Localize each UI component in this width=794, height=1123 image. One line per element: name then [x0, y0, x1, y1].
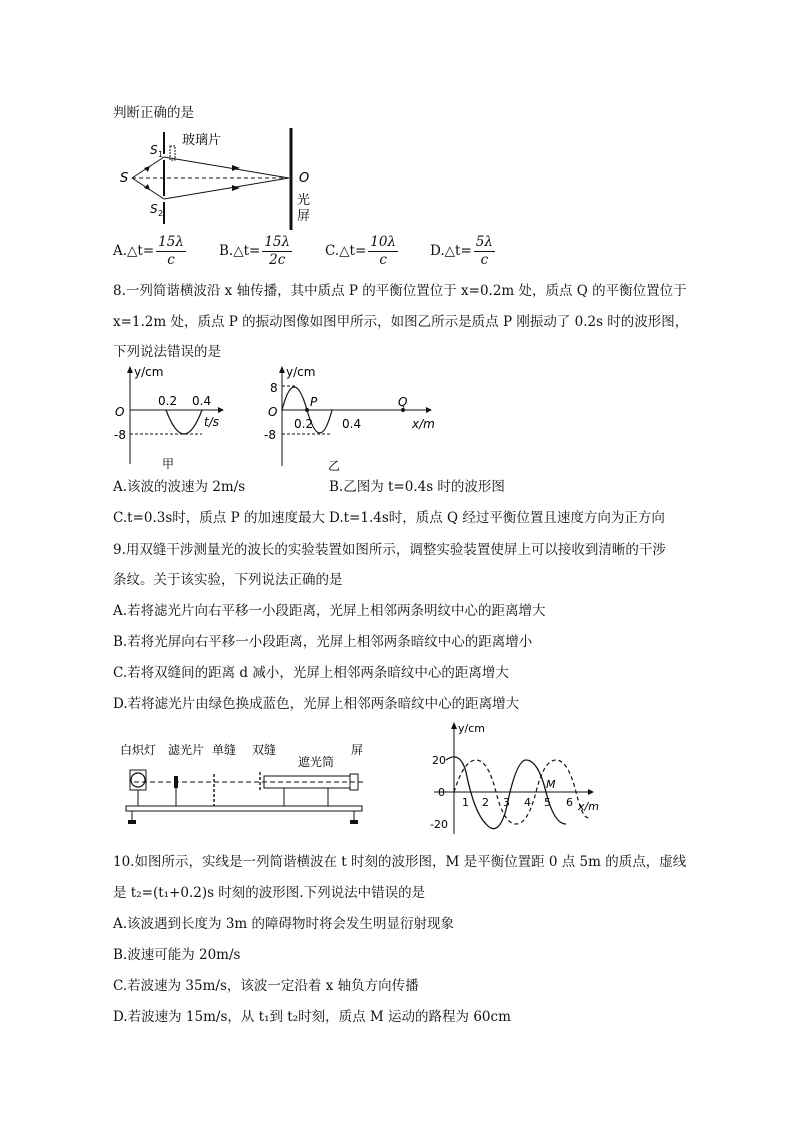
q8-option-c: C.t=0.3s时，质点 P 的加速度最大 [113, 510, 325, 526]
jia-xlabel: t/s [204, 415, 219, 429]
wave-tick-3: 3 [503, 796, 510, 809]
apparatus-single: 单缝 [212, 743, 237, 757]
yi-tick1: 0.2 [294, 417, 314, 431]
wave-xlabel: x/m [578, 800, 599, 813]
yi-caption: 乙 [328, 459, 341, 473]
q7-label-s2-sub: 2 [158, 209, 164, 218]
jia-origin: O [115, 405, 125, 419]
q10-option-d: D.若波速为 15m/s，从 t₁到 t₂时刻，质点 M 运动的路程为 60cm [113, 1009, 511, 1025]
q9-apparatus-diagram [118, 738, 380, 830]
yi-xlabel: x/m [412, 417, 435, 431]
q7-label-screen1: 光 [297, 193, 311, 208]
q10-stem-line1: 10.如图所示，实线是一列简谐横波在 t 时刻的波形图，M 是平衡位置距 0 点 5m 的质点，虚线 [113, 854, 687, 870]
q7-option-c: C.△t= $\frac{10\lambda}{c}$ [325, 234, 396, 268]
q8-option-d: D.t=1.4s时，质点 Q 经过平衡位置且速度方向为正方向 [329, 510, 665, 526]
q7-label-glass: 玻璃片 [182, 133, 222, 148]
q8-option-a: A.该波的波速为 2m/s [113, 479, 246, 495]
q8-stem-line1: 8.一列简谐横波沿 x 轴传播，其中质点 P 的平衡位置位于 x=0.2m 处，质点 Q 的平衡位置位于 [113, 283, 687, 299]
q7-label-s1: S [150, 143, 158, 157]
yi-neg: -8 [264, 428, 276, 442]
q7-option-d: D.△t= $\frac{5\lambda}{c}$ [430, 234, 493, 268]
yi-p: P [310, 395, 318, 409]
wave-tick-2: 2 [482, 796, 489, 809]
q9-option-a: A.若将滤光片向右平移一小段距离，光屏上相邻两条明纹中心的距离增大 [113, 603, 546, 619]
wave-m: M [546, 778, 556, 791]
apparatus-screen: 屏 [351, 743, 364, 757]
q7-tail-text: 判断正确的是 [113, 105, 194, 121]
q10-stem-line2: 是 t₂=(t₁+0.2)s 时刻的波形图.下列说法中错误的是 [113, 885, 426, 901]
q7-label-o: O [299, 171, 310, 186]
q8-figure-yi [262, 364, 442, 474]
wave-tick-6: 6 [566, 796, 573, 809]
q10-option-a: A.该波遇到长度为 3m 的障碍物时将会发生明显衍射现象 [113, 916, 455, 932]
jia-tick2: 0.4 [192, 394, 212, 408]
wave-ylabel: y/cm [458, 722, 485, 735]
apparatus-double: 双缝 [252, 743, 277, 757]
yi-pos: 8 [270, 381, 278, 395]
q7-label-s2: S [150, 202, 158, 216]
q7-option-b: B.△t= $\frac{15\lambda}{2c}$ [219, 234, 291, 268]
wave-pos: 20 [432, 754, 446, 767]
q7-interference-diagram [112, 124, 312, 232]
wave-tick-4: 4 [524, 796, 531, 809]
q8-stem-line2: x=1.2m 处，质点 P 的振动图像如图甲所示，如图乙所示是质点 P 刚振动了 0.2s 时的波形图， [113, 314, 689, 330]
apparatus-tube: 遮光筒 [298, 755, 335, 769]
q9-option-d: D.若将滤光片由绿色换成蓝色，光屏上相邻两条暗纹中心的距离增大 [113, 696, 520, 712]
jia-caption: 甲 [162, 457, 175, 471]
q9-stem-line1: 9.用双缝干涉测量光的波长的实验装置如图所示，调整实验装置使屏上可以接收到清晰的干涉 [113, 542, 666, 558]
q7-label-s: S [120, 171, 129, 186]
jia-neg: -8 [114, 428, 126, 442]
q10-option-c: C.若波速为 35m/s，该波一定沿着 x 轴负方向传播 [113, 978, 419, 994]
q8-figure-jia [112, 364, 232, 474]
wave-origin: 0 [438, 786, 445, 799]
q10-option-b: B.波速可能为 20m/s [113, 947, 241, 963]
yi-origin: O [268, 405, 278, 419]
wave-tick-1: 1 [462, 796, 469, 809]
q9-stem-line2: 条纹。关于该实验，下列说法正确的是 [113, 572, 343, 588]
apparatus-lamp: 白炽灯 [120, 743, 157, 757]
q7-label-screen2: 屏 [297, 209, 311, 224]
q8-stem-line3: 下列说法错误的是 [113, 344, 221, 360]
q9-option-c: C.若将双缝间的距离 d 减小，光屏上相邻两条暗纹中心的距离增大 [113, 665, 509, 681]
yi-q: Q [398, 395, 408, 409]
jia-ylabel: y/cm [134, 365, 164, 379]
wave-neg: -20 [430, 818, 448, 831]
yi-tick2: 0.4 [342, 417, 362, 431]
q9-option-b: B.若将光屏向右平移一小段距离，光屏上相邻两条暗纹中心的距离增小 [113, 634, 533, 650]
q8-option-b: B.乙图为 t=0.4s 时的波形图 [329, 479, 505, 495]
q7-label-s1-sub: 1 [158, 150, 164, 159]
jia-tick1: 0.2 [158, 394, 178, 408]
q10-wave-graph [420, 720, 600, 838]
q7-option-a: A.△t= $\frac{15\lambda}{c}$ [113, 234, 184, 268]
apparatus-filter: 滤光片 [168, 743, 205, 757]
yi-ylabel: y/cm [286, 365, 316, 379]
wave-tick-5: 5 [544, 796, 551, 809]
